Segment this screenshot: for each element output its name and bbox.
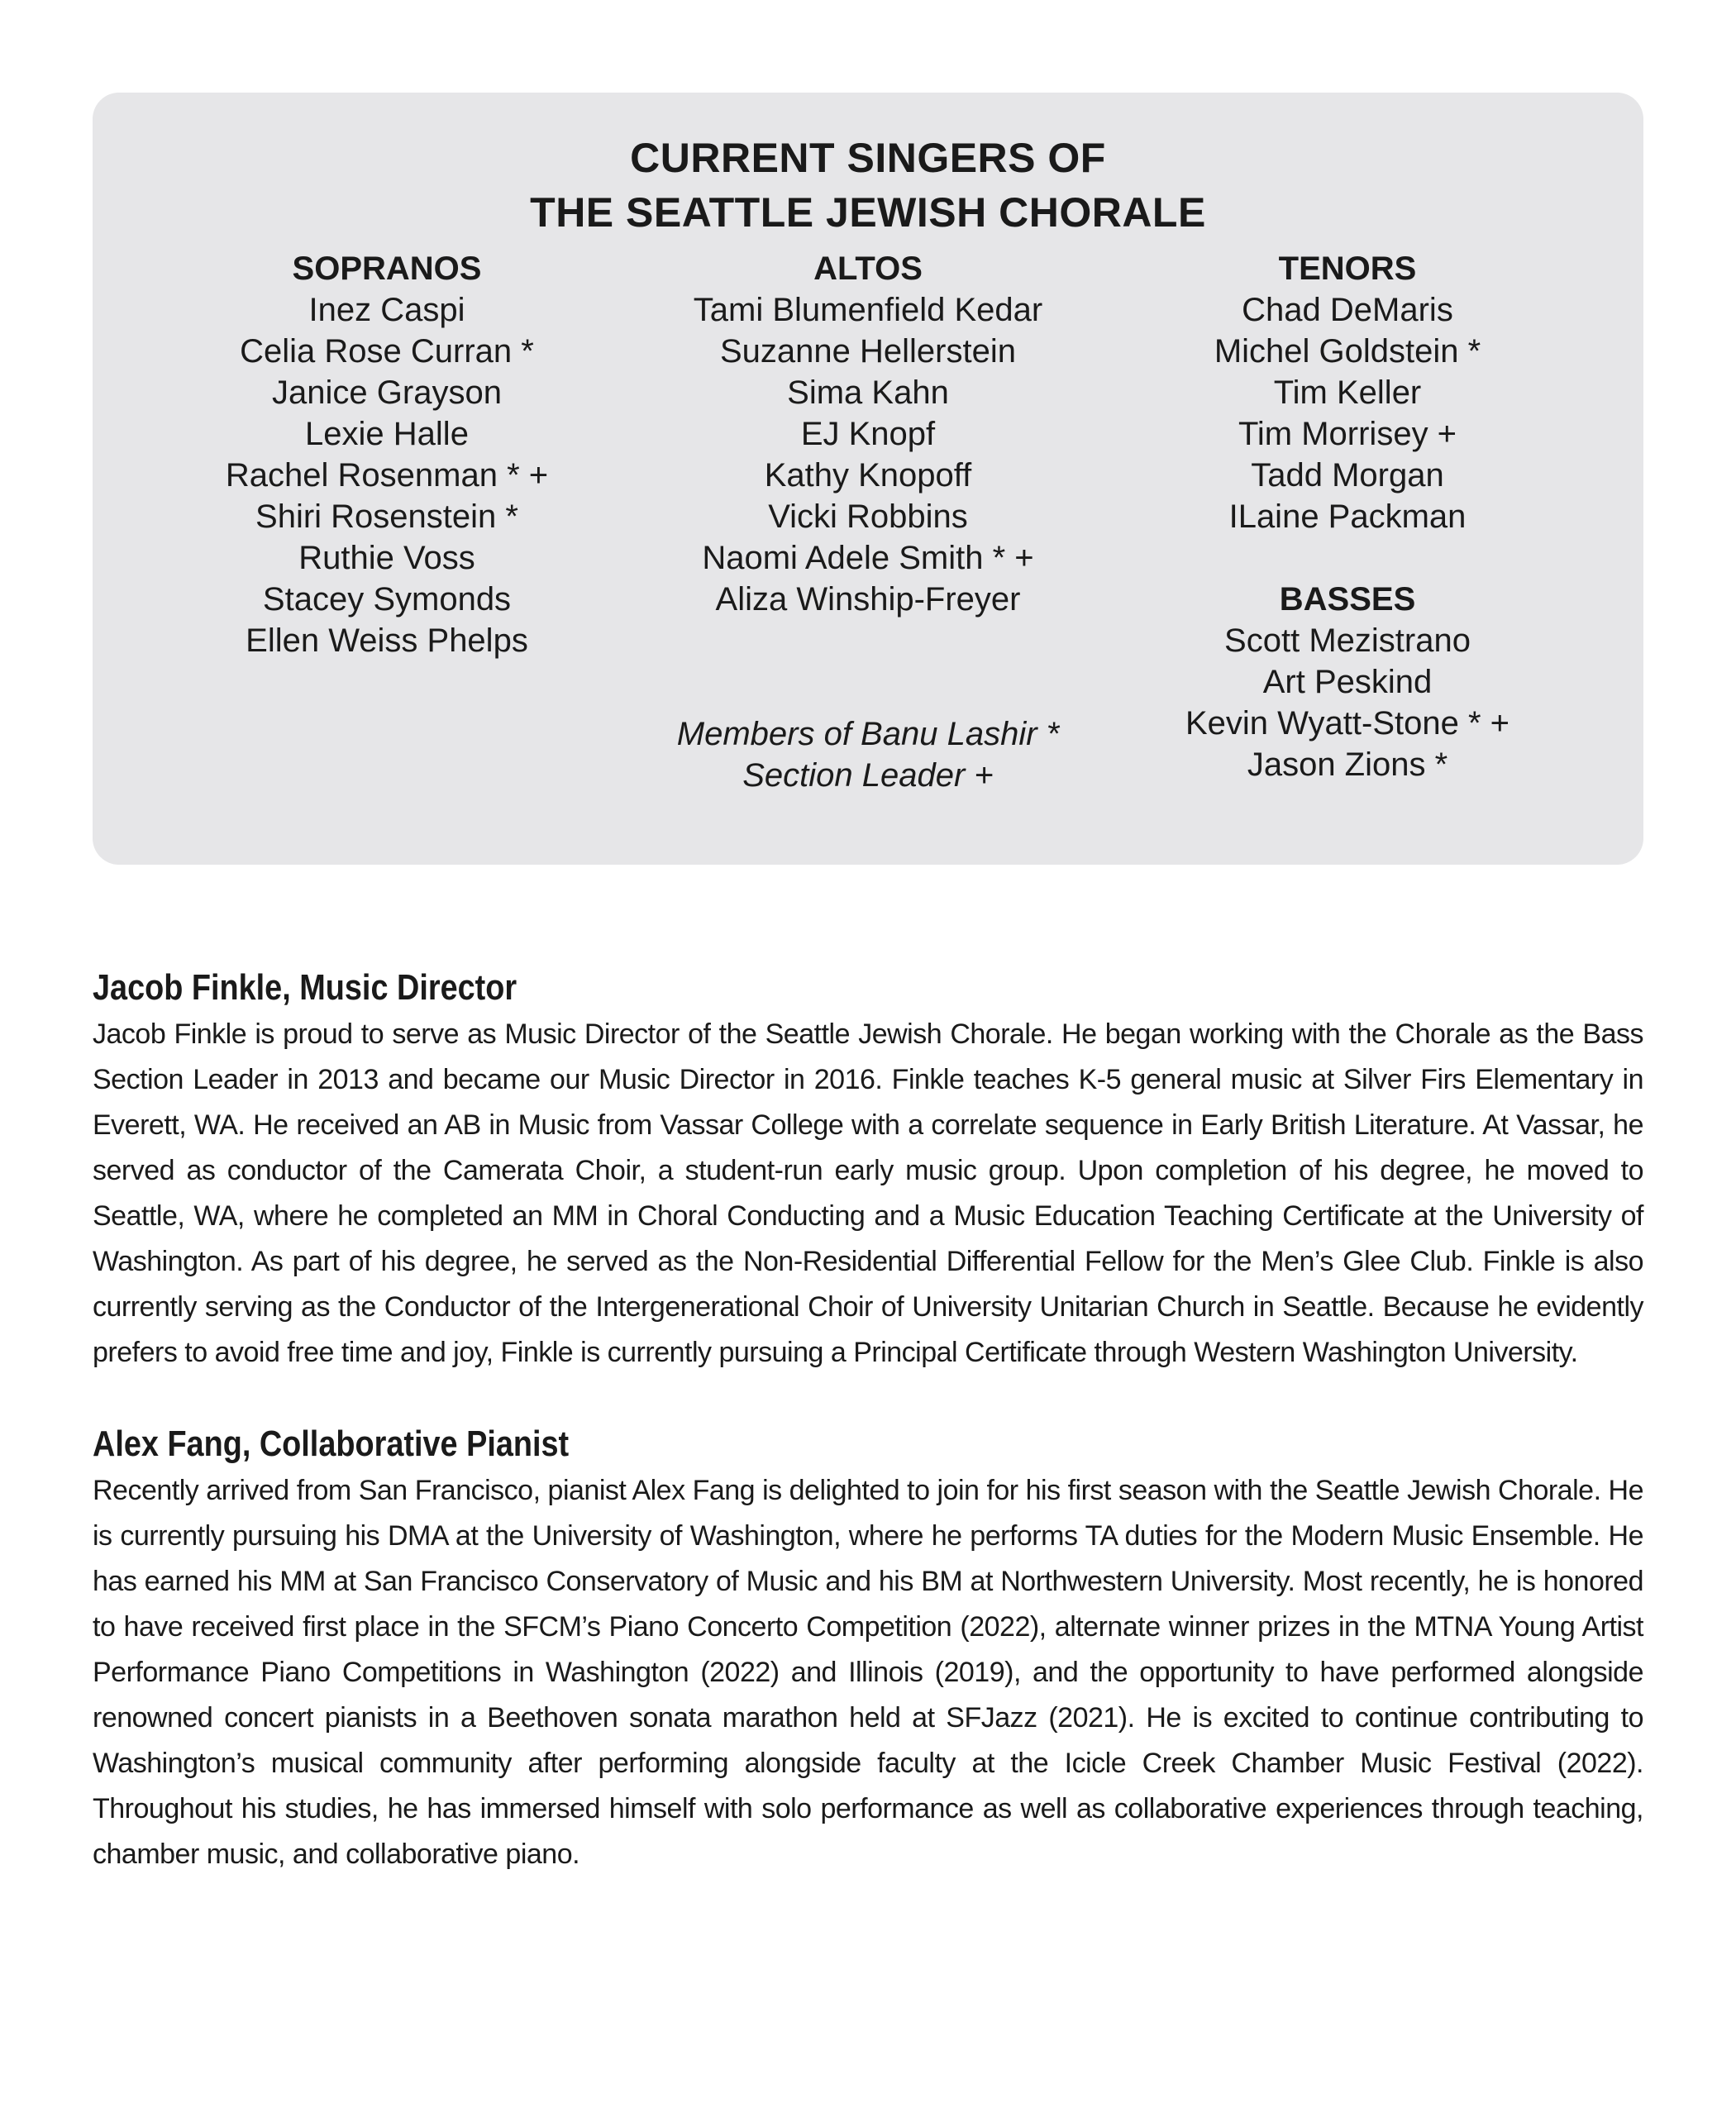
singer-name: Michel Goldstein * bbox=[1214, 333, 1481, 370]
panel-title bbox=[0, 131, 1736, 240]
tenors-heading: TENORS bbox=[1278, 250, 1417, 287]
singer-name: Chad DeMaris bbox=[1242, 292, 1453, 328]
bio-jacob-finkle bbox=[93, 966, 1643, 1376]
tenors-basses-column bbox=[1058, 248, 1637, 785]
singer-name: Lexie Halle bbox=[305, 416, 469, 452]
singer-name: Celia Rose Curran * bbox=[240, 333, 534, 370]
singer-name: Shiri Rosenstein * bbox=[255, 498, 518, 535]
bio-alex-fang bbox=[93, 1422, 1643, 1877]
singer-name: Vicki Robbins bbox=[768, 498, 968, 535]
singer-name: ILaine Packman bbox=[1228, 498, 1467, 535]
singer-name: Suzanne Hellerstein bbox=[720, 333, 1016, 370]
singer-name: Sima Kahn bbox=[787, 374, 949, 411]
title-line-2: THE SEATTLE JEWISH CHORALE bbox=[530, 189, 1206, 236]
singer-name: Kevin Wyatt-Stone * + bbox=[1185, 705, 1510, 742]
title-line-1: CURRENT SINGERS OF bbox=[630, 135, 1106, 181]
legend bbox=[579, 713, 1157, 796]
singer-name: Jason Zions * bbox=[1247, 746, 1448, 783]
singer-name: Ellen Weiss Phelps bbox=[246, 622, 528, 659]
singer-name: Scott Mezistrano bbox=[1224, 622, 1471, 659]
legend-banu-lashir: Members of Banu Lashir * bbox=[676, 716, 1060, 752]
singer-name: Janice Grayson bbox=[272, 374, 502, 411]
bio-text: Jacob Finkle is proud to serve as Music Director of the Seattle Jewish Chorale. He began working with the Chorale as the Bass Section Leader in 2013 and became our Music Director in 2016. Finkle teaches K-5 general music at Silver Firs Elementary in Everett, WA. He received an AB in Music from Vassar College with a correlate sequence in Early British Literature. At Vassar, he served as conductor of the Camerata Choir, a student-run early music group. Upon completion of his degree, he moved to Seattle, WA, where he completed an MM in Choral Conducting and a Music Education Teaching Certificate at the University of Washington. As part of his degree, he served as the Non-Residential Differential Fellow for the Men’s Glee Club. Finkle is also currently serving as the Conductor of the Intergenerational Choir of University Unitarian Church in Seattle. Because he evidently prefers to avoid free time and joy, Finkle is currently pursuing a Principal Certificate through Western Washington University. bbox=[93, 1018, 1643, 1368]
singer-name: Tami Blumenfield Kedar bbox=[693, 292, 1043, 328]
singer-name: Tadd Morgan bbox=[1251, 457, 1444, 494]
singer-name: Ruthie Voss bbox=[298, 540, 475, 576]
singer-name: EJ Knopf bbox=[800, 416, 936, 452]
singer-name: Tim Keller bbox=[1273, 374, 1422, 411]
legend-section-leader: Section Leader + bbox=[742, 757, 994, 794]
bio-text: Recently arrived from San Francisco, pianist Alex Fang is delighted to join for his first season with the Seattle Jewish Chorale. He is currently pursuing his DMA at the University of Washington, where he performs TA duties for the Modern Music Ensemble. He has earned his MM at San Francisco Conservatory of Music and his BM at Northwestern University. Most recently, he is honored to have received first place in the SFCM’s Piano Concerto Competition (2022), alternate winner prizes in the MTNA Young Artist Performance Piano Competitions in Washington (2022) and Illinois (2019), and the opportunity to have performed alongside renowned concert pianists in a Beethoven sonata marathon held at SFJazz (2021). He is excited to continue contributing to Washington’s musical community after performing alongside faculty at the Icicle Creek Chamber Music Festival (2022). Throughout his studies, he has immersed himself with solo performance as well as collaborative experiences through teaching, chamber music, and collaborative piano. bbox=[93, 1475, 1643, 1870]
singer-name: Rachel Rosenman * + bbox=[225, 457, 549, 494]
sopranos-heading: SOPRANOS bbox=[292, 250, 482, 287]
singer-name: Art Peskind bbox=[1262, 664, 1433, 700]
altos-heading: ALTOS bbox=[813, 250, 923, 287]
singer-name: Aliza Winship-Freyer bbox=[715, 581, 1021, 618]
singer-name: Kathy Knopoff bbox=[764, 457, 972, 494]
bio-name: Alex Fang, Collaborative Pianist bbox=[93, 1424, 570, 1464]
basses-heading: BASSES bbox=[1279, 581, 1416, 618]
bio-name: Jacob Finkle, Music Director bbox=[93, 967, 517, 1008]
singer-name: Inez Caspi bbox=[308, 292, 465, 328]
singer-name: Stacey Symonds bbox=[262, 581, 512, 618]
singer-name: Naomi Adele Smith * + bbox=[702, 540, 1034, 576]
singer-name: Tim Morrisey + bbox=[1238, 416, 1457, 452]
